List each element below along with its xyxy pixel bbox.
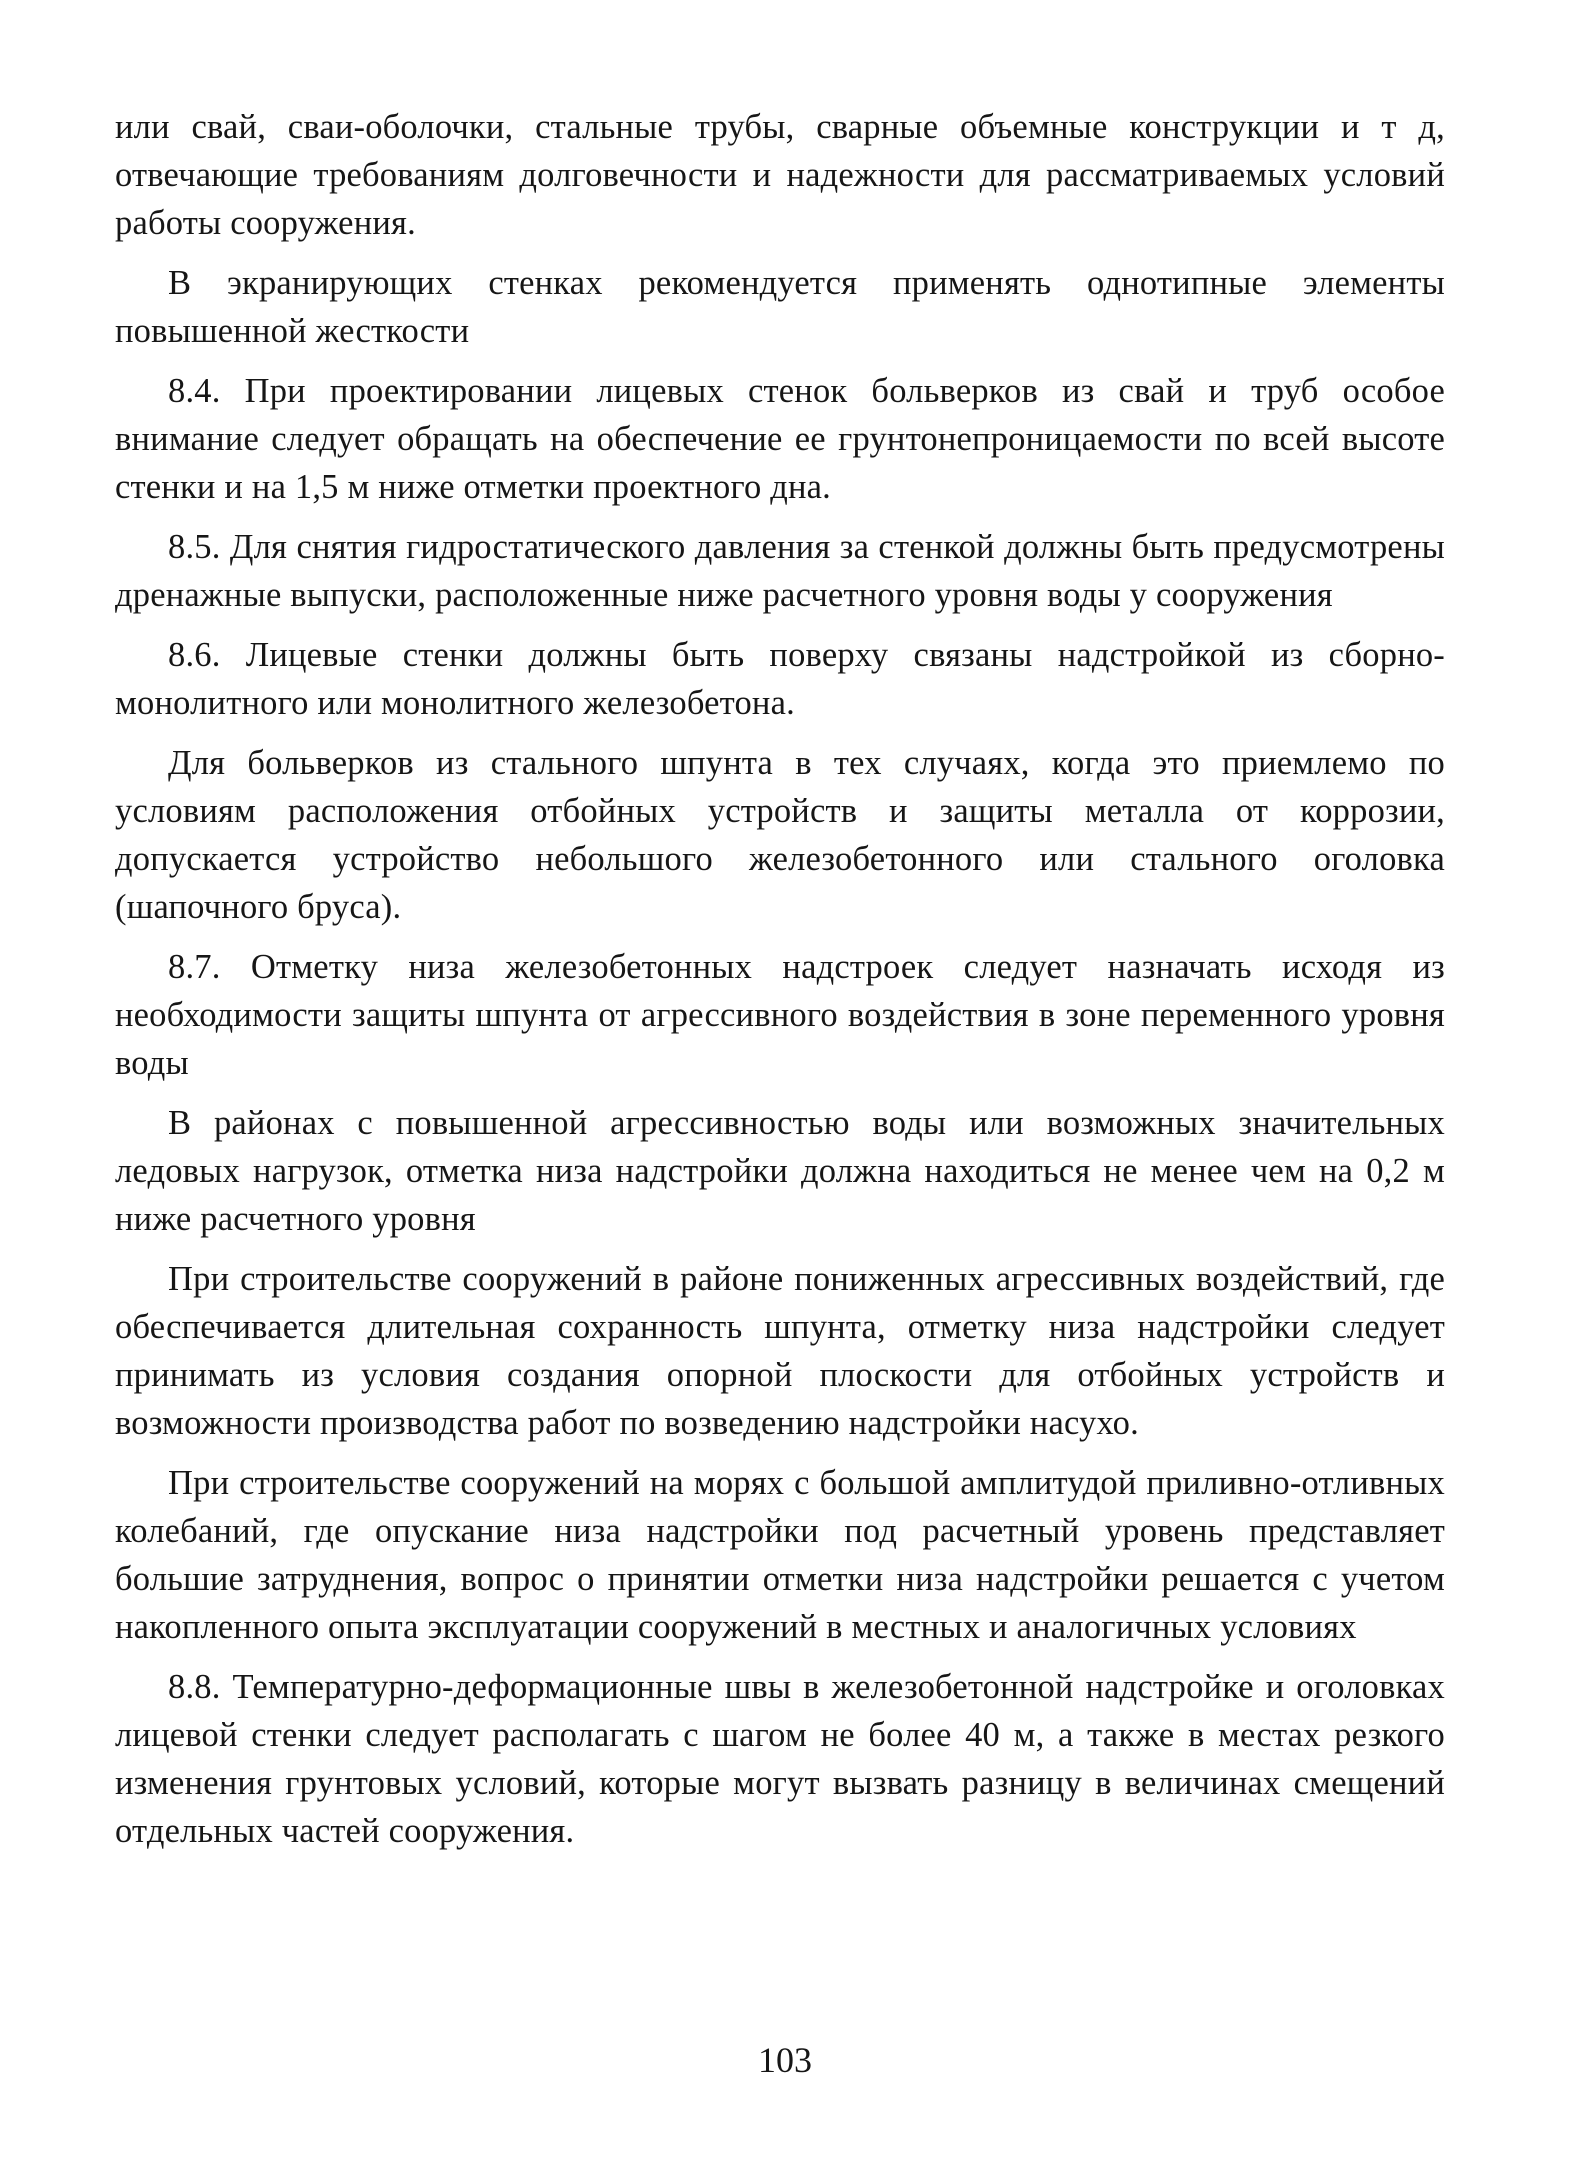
paragraph-tidal-seas: При строительстве сооружений на морях с большой амплитудой приливно-отливных колебаний, где опускание низа надстройки под расчетный уровень представляет большие затруднения, вопрос о принятии отметки низа надстройки решается с учетом накопленного опыта эксплуатации сооружений в местных и аналогичных условиях — [115, 1464, 1445, 1646]
paragraph-continuation: или свай, сваи-оболочки, стальные трубы, сварные объемные конструкции и т д, отвечающие требованиям долговечности и надежности для рассматриваемых условий работы сооружения. — [115, 108, 1445, 242]
paragraph-8-5: 8.5. Для снятия гидростатического давления за стенкой должны быть предусмотрены дренажные выпуски, расположенные ниже расчетного уровня воды у сооружения — [115, 528, 1445, 614]
paragraph-8-8: 8.8. Температурно-деформационные швы в железобетонной надстройке и оголовках лицевой стенки следует располагать с шагом не более 40 м, а также в местах резкого изменения грунтовых условий, которые могут вызвать разницу в величинах смещений отдельных частей сооружения. — [115, 1668, 1445, 1850]
paragraph-screening-walls: В экранирующих стенках рекомендуется применять однотипные элементы повышенной жесткости — [115, 264, 1445, 350]
paragraph-8-7: 8.7. Отметку низа железобетонных надстроек следует назначать исходя из необходимости защиты шпунта от агрессивного воздействия в зоне переменного уровня воды — [115, 948, 1445, 1082]
paragraph-reduced-aggression: При строительстве сооружений в районе пониженных агрессивных воздействий, где обеспечивается длительная сохранность шпунта, отметку низа надстройки следует принимать из условия создания опорной плоскости для отбойных устройств и возможности производства работ по возведению надстройки насухо. — [115, 1260, 1445, 1442]
paragraph-8-6: 8.6. Лицевые стенки должны быть поверху связаны надстройкой из сборно-монолитного или монолитного железобетона. — [115, 636, 1445, 722]
paragraph-steel-sheet-pile: Для больверков из стального шпунта в тех случаях, когда это приемлемо по условиям расположения отбойных устройств и защиты металла от коррозии, допускается устройство небольшого железобетонного или стального оголовка (шапочного бруса). — [115, 744, 1445, 926]
paragraph-aggressive-areas: В районах с повышенной агрессивностью воды или возможных значительных ледовых нагрузок, отметка низа надстройки должна находиться не менее чем на 0,2 м ниже расчетного уровня — [115, 1104, 1445, 1238]
page-number: 103 — [758, 2040, 812, 2080]
paragraph-8-4: 8.4. При проектировании лицевых стенок больверков из свай и труб особое внимание следует обращать на обеспечение ее грунтонепроницаемости по всей высоте стенки и на 1,5 м ниже отметки проектного дна. — [115, 372, 1445, 506]
body-text — [115, 103, 1445, 1867]
